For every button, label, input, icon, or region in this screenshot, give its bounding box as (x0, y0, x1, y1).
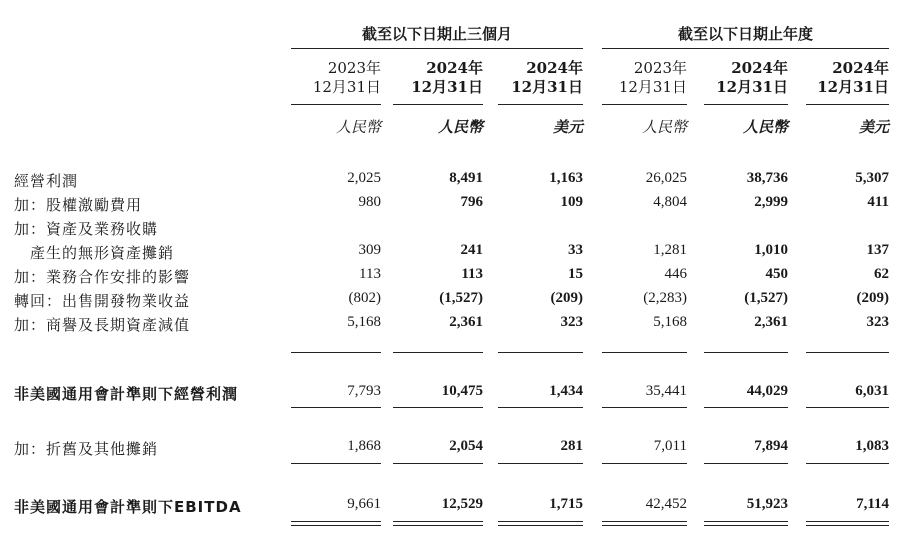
table-cell: (802) (348, 290, 381, 306)
subtotal-rule (806, 407, 889, 408)
group-header: 截至以下日期止三個月 (291, 24, 583, 49)
subtotal-rule (602, 463, 687, 464)
table-cell: 12,529 (441, 496, 483, 512)
column-currency: 人民幣 (742, 118, 788, 136)
table-cell: 33 (568, 242, 583, 258)
column-currency: 美元 (552, 118, 583, 136)
column-underline (806, 104, 889, 105)
table-cell: (1,527) (439, 290, 483, 306)
subtotal-rule (704, 407, 788, 408)
table-cell: 26,025 (645, 170, 687, 186)
column-header (393, 59, 483, 97)
table-cell: 44,029 (746, 383, 788, 399)
column-date: 12月31日 (817, 78, 889, 96)
total-double-rule (704, 521, 788, 526)
row-label: 經營利潤 (14, 172, 79, 190)
column-header (704, 59, 788, 97)
table-cell: 323 (866, 314, 889, 330)
row-label: 非美國通用會計準則下EBITDA (14, 498, 242, 516)
table-cell: 1,010 (754, 242, 788, 258)
column-underline (704, 104, 788, 105)
subtotal-rule (806, 352, 889, 353)
subtotal-rule (498, 463, 583, 464)
row-label: 非美國通用會計準則下經營利潤 (14, 385, 239, 403)
table-cell: 51,923 (746, 496, 788, 512)
table-cell: 2,025 (347, 170, 381, 186)
column-header (806, 59, 889, 97)
column-date: 12月31日 (618, 78, 687, 96)
column-underline (393, 104, 483, 105)
table-cell: 411 (867, 194, 889, 210)
table-cell: 980 (358, 194, 381, 210)
table-cell: 309 (358, 242, 381, 258)
table-cell: 8,491 (449, 170, 483, 186)
subtotal-rule (393, 352, 483, 353)
table-cell: 15 (568, 266, 583, 282)
table-cell: 1,163 (549, 170, 583, 186)
table-cell: 113 (359, 266, 381, 282)
table-cell: 281 (560, 438, 583, 454)
table-cell: 113 (461, 266, 483, 282)
column-header (498, 59, 583, 97)
table-cell: 109 (560, 194, 583, 210)
table-cell: (209) (550, 290, 583, 306)
table-cell: (1,527) (744, 290, 788, 306)
table-cell: 4,804 (653, 194, 687, 210)
subtotal-rule (602, 352, 687, 353)
column-date: 12月31日 (716, 78, 788, 96)
subtotal-rule (393, 463, 483, 464)
column-currency: 美元 (858, 118, 889, 136)
subtotal-rule (393, 407, 483, 408)
total-double-rule (806, 521, 889, 526)
table-cell: 42,452 (645, 496, 687, 512)
table-cell: (209) (856, 290, 889, 306)
subtotal-rule (602, 407, 687, 408)
column-year: 2023年 (633, 59, 687, 77)
column-currency: 人民幣 (437, 118, 483, 136)
row-label: 加：資產及業務收購 (14, 220, 159, 238)
table-cell: 1,083 (855, 438, 889, 454)
total-double-rule (602, 521, 687, 526)
table-cell: 446 (664, 266, 687, 282)
column-underline (602, 104, 687, 105)
table-cell: 5,168 (653, 314, 687, 330)
subtotal-rule (806, 463, 889, 464)
table-cell: 1,434 (549, 383, 583, 399)
column-date: 12月31日 (511, 78, 583, 96)
row-label: 加：折舊及其他攤銷 (14, 440, 159, 458)
subtotal-rule (704, 463, 788, 464)
column-date: 12月31日 (312, 78, 381, 96)
table-cell: 137 (866, 242, 889, 258)
table-cell: 796 (460, 194, 483, 210)
table-cell: 2,999 (754, 194, 788, 210)
table-cell: 7,011 (653, 438, 687, 454)
table-cell: 2,361 (754, 314, 788, 330)
table-cell: 5,168 (347, 314, 381, 330)
row-label: 加：業務合作安排的影響 (14, 268, 191, 286)
table-cell: 38,736 (746, 170, 788, 186)
table-cell: 7,894 (754, 438, 788, 454)
total-double-rule (393, 521, 483, 526)
table-cell: 1,868 (347, 438, 381, 454)
table-cell: 5,307 (855, 170, 889, 186)
table-cell: 2,054 (449, 438, 483, 454)
table-cell: 62 (874, 266, 889, 282)
table-cell: 1,281 (653, 242, 687, 258)
subtotal-rule (291, 407, 381, 408)
table-cell: 450 (765, 266, 788, 282)
total-double-rule (291, 521, 381, 526)
table-cell: 323 (560, 314, 583, 330)
table-cell: 2,361 (449, 314, 483, 330)
row-label: 產生的無形資產攤銷 (14, 244, 175, 262)
column-currency: 人民幣 (335, 118, 381, 136)
column-year: 2024年 (426, 59, 483, 77)
column-underline (291, 104, 381, 105)
table-cell: (2,283) (643, 290, 687, 306)
table-cell: 6,031 (855, 383, 889, 399)
subtotal-rule (704, 352, 788, 353)
subtotal-rule (291, 352, 381, 353)
subtotal-rule (498, 352, 583, 353)
table-cell: 9,661 (347, 496, 381, 512)
column-header (602, 59, 687, 97)
column-year: 2023年 (327, 59, 381, 77)
column-year: 2024年 (731, 59, 788, 77)
column-currency: 人民幣 (641, 118, 687, 136)
row-label: 加：股權激勵費用 (14, 196, 143, 214)
subtotal-rule (498, 407, 583, 408)
column-underline (498, 104, 583, 105)
table-cell: 241 (460, 242, 483, 258)
subtotal-rule (291, 463, 381, 464)
column-date: 12月31日 (411, 78, 483, 96)
table-cell: 7,793 (347, 383, 381, 399)
column-year: 2024年 (526, 59, 583, 77)
table-cell: 10,475 (441, 383, 483, 399)
table-cell: 7,114 (856, 496, 889, 512)
total-double-rule (498, 521, 583, 526)
column-year: 2024年 (832, 59, 889, 77)
table-cell: 1,715 (549, 496, 583, 512)
row-label: 加：商譽及長期資產減值 (14, 316, 191, 334)
group-header: 截至以下日期止年度 (602, 24, 889, 49)
table-cell: 35,441 (645, 383, 687, 399)
row-label: 轉回：出售開發物業收益 (14, 292, 191, 310)
column-header (291, 59, 381, 97)
